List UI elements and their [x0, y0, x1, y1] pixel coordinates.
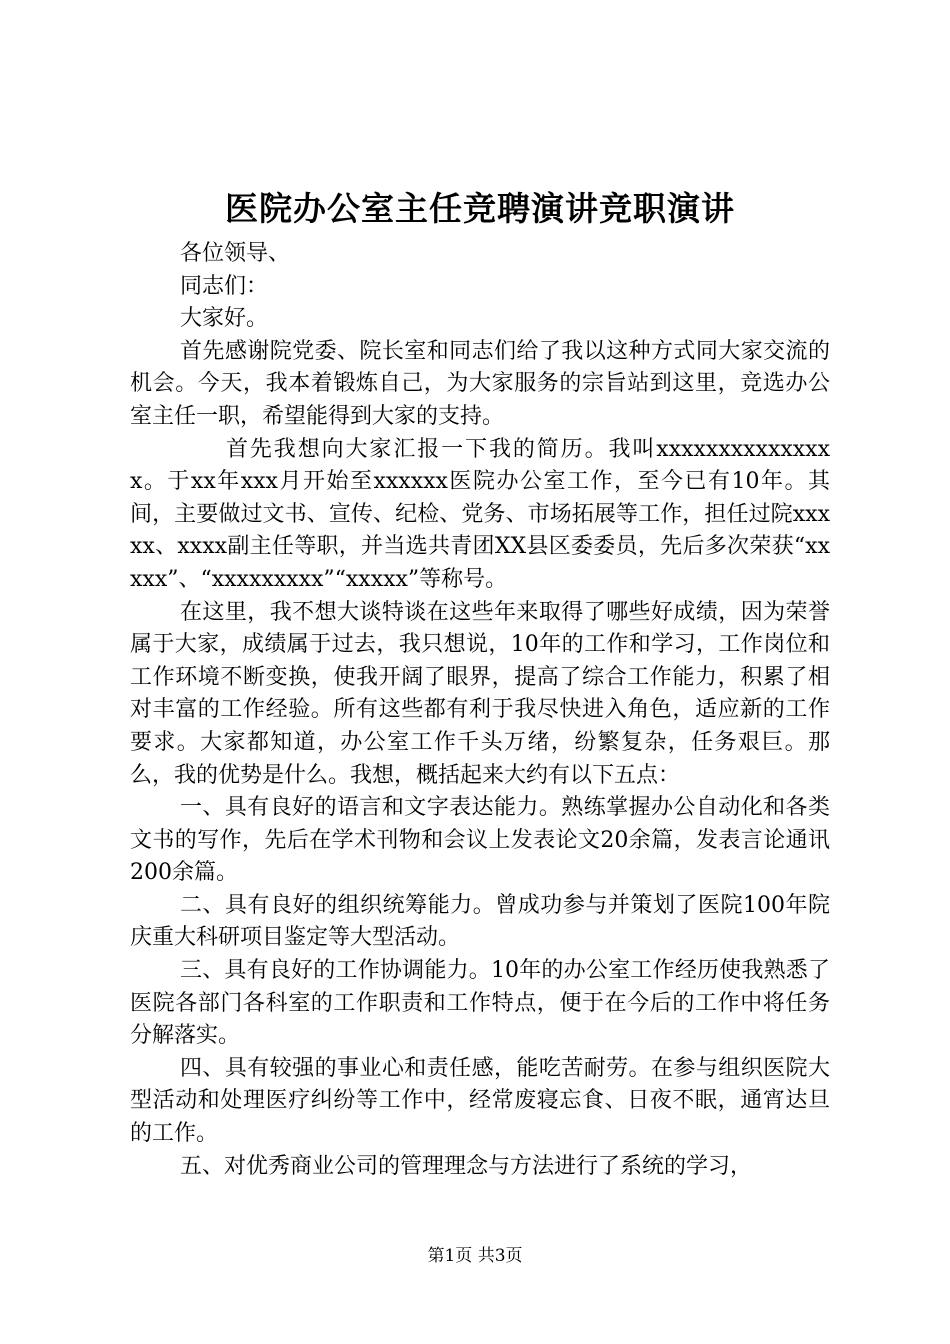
salutation-comrades: 同志们： — [180, 273, 269, 299]
paragraph-strength-4: 四、具有较强的事业心和责任感，能吃苦耐劳。在参与组织医院大型活动和处理医疗纠纷等工作中，经常废寝忘食、日夜不眠，通宵达旦的工作。 — [130, 1055, 830, 1147]
document-title: 医院办公室主任竞聘演讲竞职演讲 — [225, 189, 735, 228]
paragraph-strength-5: 五、对优秀商业公司的管理理念与方法进行了系统的学习， — [180, 1153, 753, 1179]
paragraph-strength-3: 三、具有良好的工作协调能力。10年的办公室工作经历使我熟悉了医院各部门各科室的工作职责和工作特点，便于在今后的工作中将任务分解落实。 — [130, 958, 830, 1049]
salutation-greeting: 大家好。 — [180, 306, 269, 332]
page-footer: 第1页 共3页 — [427, 1246, 523, 1266]
paragraph-thanks: 首先感谢院党委、院长室和同志们给了我以这种方式同大家交流的机会。今天，我本着锻炼自己，为大家服务的宗旨站到这里，竞选办公室主任一职，希望能得到大家的支持。 — [130, 338, 830, 429]
paragraph-strength-2: 二、具有良好的组织统筹能力。曾成功参与并策划了医院100年院庆重大科研项目鉴定等大型活动。 — [130, 892, 830, 951]
document-page — [130, 186, 830, 1183]
paragraph-strength-1: 一、具有良好的语言和文字表达能力。熟练掌握办公自动化和各类文书的写作，先后在学术刊物和会议上发表论文20余篇，发表言论通讯200余篇。 — [130, 795, 830, 886]
paragraph-experience: 在这里，我不想大谈特谈在这些年来取得了哪些好成绩，因为荣誉属于大家，成绩属于过去，我只想说，10年的工作和学习，工作岗位和工作环境不断变换，使我开阔了眼界，提高了综合工作能力，积累了相对丰富的工作经验。所有这些都有利于我尽快进入角色，适应新的工作要求。大家都知道，办公室工作千头万绪，纷繁复杂，任务艰巨。那么，我的优势是什么。我想，概括起来大约有以下五点： — [130, 599, 830, 788]
paragraph-resume: 首先我想向大家汇报一下我的简历。我叫xxxxxxxxxxxxxxx。于xx年xxx月开始至xxxxxx医院办公室工作，至今已有10年。其间，主要做过文书、宣传、纪检、党务、市场拓展等工作，担任过院xxxxx、xxxx副主任等职，并当选共青团XX县区委委员，先后多次荣获“xxxxx”、“xxxxxxxxx”“xxxxx”等称号。 — [130, 436, 830, 592]
salutation-leaders: 各位领导、 — [180, 241, 291, 266]
